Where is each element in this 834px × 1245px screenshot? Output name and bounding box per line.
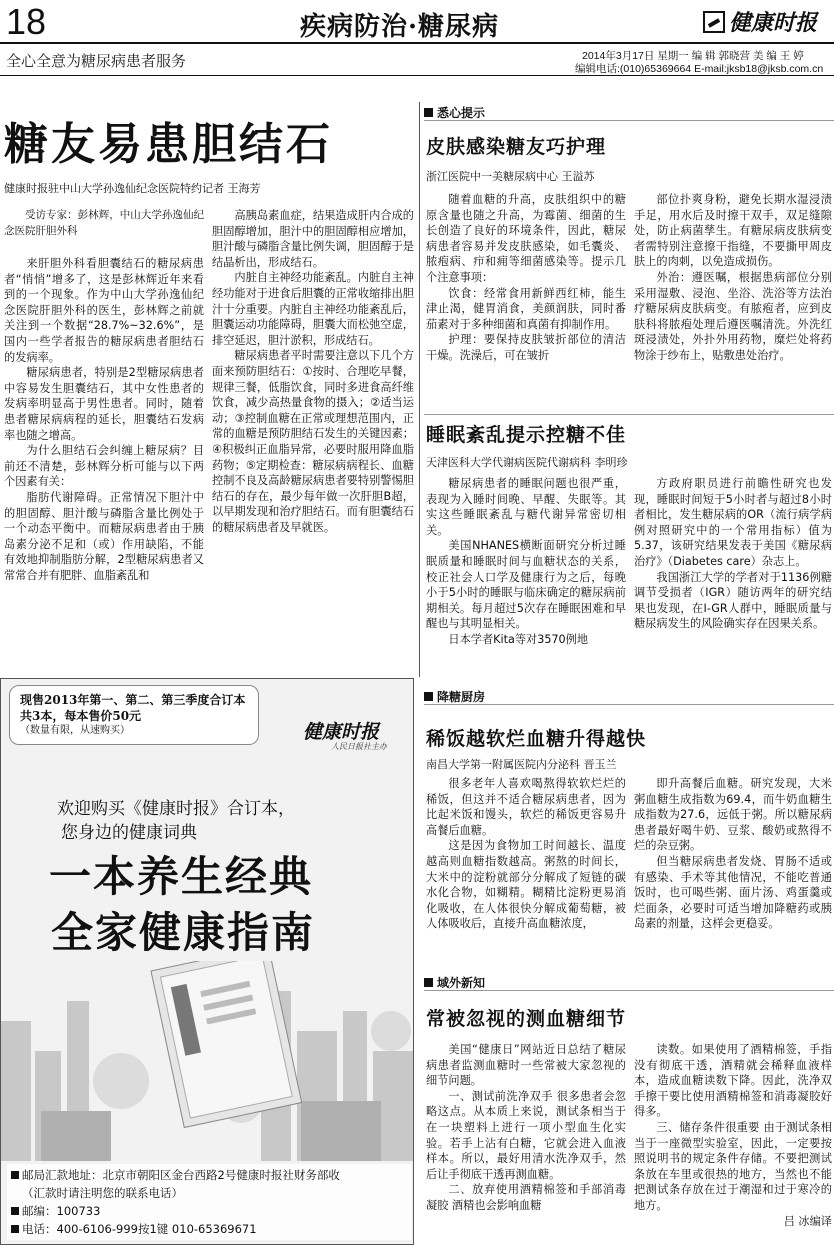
square-bullet-icon: [424, 978, 433, 987]
glucose-col1: 美国“健康日”网站近日总结了糖尿病患者监测血糖时一些常被大家忽视的细节问题。 一、测试前洗净双手 很多患者会忽略这点。从本质上来说，测试条相当于在一块塑料上进行一项小型血生化实验。若手上沾有白糖，它就会进入血液样本。所以，最好用清水洗净双手，然后让手彻底干透再测血糖。 二、放弃使用酒精棉签和手部消毒凝胶 酒精也会影响血糖: [426, 1043, 626, 1212]
page-slogan: 全心全意为糖尿病患者服务: [6, 53, 187, 70]
porridge-byline: 南昌大学第一附属医院内分泌科 晋玉兰: [426, 758, 617, 771]
porridge-title: 稀饭越软烂血糖升得越快: [426, 728, 647, 750]
section-label-tips: 悉心提示: [424, 104, 834, 121]
square-bullet-icon: [11, 1207, 19, 1215]
ad-sale-text: 现售2013年第一、第二、第三季度合订本共3本，每本售价50元: [20, 693, 246, 723]
newspaper-bundle-illustration: [151, 961, 302, 1128]
date-editors: 2014年3月17日 星期一 编 辑 郭晓营 美 编 王 婷: [582, 50, 804, 62]
divider: [424, 414, 834, 415]
section-label-kitchen: 降糖厨房: [424, 688, 834, 705]
lead-col1: 来肝胆外科看胆囊结石的糖尿病患者“悄悄”增多了，这是彭林辉近年来看到的一个现象。作为中山大学孙逸仙纪念医院肝胆外科的医生，彭林辉之前就关注到一个数据“28.7%~32.6%”，是国内一些学者报告的糖尿病患者胆结石的发病率。 糖尿病患者，特别是2型糖尿病患者中容易发生胆囊结石，其中女性患者的发病率明显高于男性患者。同时，随着患者糖尿病病程的延长，胆囊结石发病率也随之增高。 为什么胆结石会纠缠上糖尿病？目前还不清楚，彭林辉分析可能与以下两个因素有关： 脂肪代谢障碍。正常情况下胆汁中的胆固醇、胆汁酸与磷脂含量比例处于一个动态平衡中。而糖尿病患者由于胰岛素分泌不足和（或）作用缺陷，不能有效地抑制脂肪分解，2型糖尿病患者又常常合并有肥胖、血脂紊乱和: [4, 257, 204, 582]
skin-byline: 浙江医院中一美糖尿病中心 王溢苏: [426, 170, 595, 183]
city-skyline-illustration: [1, 961, 414, 1161]
header-rule: [0, 42, 834, 44]
glucose-col2: 读数。如果使用了酒精棉签，手指没有彻底干透，酒精就会稀释血液样本，造成血糖读数下降。因此，洗净双手擦干要比使用酒精棉签和消毒凝胶好得多。 三、储存条件很重要 由于测试条相当于一座微型实验室，因此，一定要按照说明书的规定条件存储。不要把测试条放在车里或很热的地方，当然也不能把测试条存放在过于潮湿和过于寒冷的地方。 吕 冰编译: [634, 1043, 832, 1228]
ad-logo-slogan: 人民日报社主办: [331, 742, 387, 751]
masthead-logo: [703, 6, 817, 37]
ad-sale-note: （数量有限，从速购买）: [20, 725, 130, 736]
logo-icon: [703, 11, 725, 33]
skin-title: 皮肤感染糖友巧护理: [426, 136, 607, 158]
skin-col1: 随着血糖的升高，皮肤组织中的糖原含量也随之升高，为霉菌、细菌的生长创造了良好的环境条件，因此，糖尿病患者容易并发皮肤感染，如毛囊炎、脓疱病、疖和痈等细菌感染等。提示几个注意事项： 饮食：经常食用新鲜西红柿，能生津止渴，健胃消食，美颜润肤，同时番茄素对于多种细菌和真菌有抑制作用。 护理：要保持皮肤皱折部位的清洁干燥。洗澡后，可在皱折: [426, 193, 626, 362]
square-bullet-icon: [11, 1225, 19, 1233]
porridge-col2: 即升高餐后血糖。研究发现，大米粥血糖生成指数为69.4，而牛奶血糖生成指数为27.6，远低于粥。所以糖尿病患者最好喝牛奶、豆浆、酸奶或熬得不烂的杂豆粥。 但当糖尿病患者发烧、胃肠不适或有感染、手术等其他情况，不能吃普通饭时，也可喝些粥、面片汤、鸡蛋羹或烂面条，必要时可适当增加降糖药或胰岛素的剂量，这样会更稳妥。: [634, 777, 832, 931]
lead-col2: 高胰岛素血症，结果造成肝内合成的胆固醇增加，胆汁中的胆固醇相应增加，胆汁酸与磷脂含量比例失调，胆固醇于是结晶析出，形成结石。 内脏自主神经功能紊乱。内脏自主神经功能对于进食后胆囊的正常收缩排出胆汁十分重要。内脏自主神经功能紊乱后，胆囊运动功能障碍，胆囊大而松弛空虚，排空延迟，胆汁淤积，形成结石。 糖尿病患者平时需要注意以下几个方面来预防胆结石：①按时、合理吃早餐，规律三餐，低脂饮食，同时多进食高纤维饮食，减少高热量食物的摄入；②适当运动；③控制血糖在正常或理想范围内，正常的血糖是预防胆结石发生的关键因素；④积极纠正血脂异常，必要时服用降血脂药物；⑤定期检查：糖尿病病程长、血糖控制不良及高龄糖尿病患者要特别警惕胆结石的存在，最少每年做一次肝胆B超，以早期发现和治疗胆结石。而有胆囊结石的糖尿病患者及早就医。: [212, 209, 414, 534]
sleep-title: 睡眠紊乱提示控糖不佳: [426, 424, 627, 446]
ad-contact-block: 邮局汇款地址：北京市朝阳区金台西路2号健康时报社财务部收 （汇款时请注明您的联系电话） 邮编：100733 电话：400-6106-999按1键 010-65369671: [7, 1164, 411, 1240]
sleep-col1: 糖尿病患者的睡眠问题也很严重，表现为入睡时间晚、早醒、失眠等。其实这些睡眠紊乱与糖代谢异常密切相关。 美国NHANES横断面研究分析过睡眠质量和睡眠时间与血糖状态的关系，校正社会人口学及健康行为之后，每晚小于5小时的睡眠与临床确定的糖尿病前期相关。每月超过5次存在睡眠困难和早醒也与其明显相关。 日本学者Kita等对3570例地: [426, 477, 626, 646]
lead-title: 糖友易患胆结石: [4, 119, 333, 170]
advertisement: [0, 678, 414, 1245]
square-bullet-icon: [424, 108, 433, 117]
sleep-byline: 天津医科大学代谢病医院代谢病科 李明珍: [426, 456, 628, 469]
logo-text: 健康时报: [729, 10, 818, 36]
skin-col2: 部位扑爽身粉，避免长期水湿浸渍手足，用水后及时擦干双手，双足缝隙处，防止病菌孳生。有糖尿病皮肤病变者需特别注意擦干指缝，不要撕甲周皮肤上的肉刺，以免造成损伤。 外治：遵医嘱，根据患病部位分别采用湿敷、浸泡、坐浴、洗浴等方法治疗糖尿病皮肤病变。有脓疱者，应到皮肤科将脓疱处理后遵医嘱清洗。外洗红斑浸渍处，外扑外用药物，糜烂处将药物涂于纱布上，贴敷患处治疗。: [634, 193, 832, 362]
lead-expert: 受访专家：彭林辉，中山大学孙逸仙纪念医院肝胆外科: [4, 209, 204, 237]
column-divider: [419, 102, 420, 677]
ad-welcome: 欢迎购买《健康时报》合订本， 您身边的健康词典: [57, 799, 295, 843]
section-title: 疾病防治·糖尿病: [300, 12, 500, 42]
ad-sale-bubble: [9, 685, 259, 745]
porridge-col1: 很多老年人喜欢喝熬得软软烂烂的稀饭，但这并不适合糖尿病患者，因为比起米饭和馒头，软烂的稀饭更容易升高餐后血糖。 这是因为食物加工时间越长、温度越高则血糖指数越高。粥熬的时间长，大米中的淀粉就部分分解成了短链的碳水化合物，如糊精。糊精比淀粉更易消化吸收，在人体很快分解成葡萄糖，被人体吸收后，直接升高血糖浓度，: [426, 777, 626, 931]
sleep-col2: 方政府职员进行前瞻性研究也发现，睡眠时间短于5小时者与超过8小时者相比，发生糖尿病的OR（流行病学病例对照研究中的一个常用指标）值为5.37，该研究结果发表于美国《糖尿病治疗》（Diabetes care）杂志上。 我国浙江大学的学者对于1136例糖调节受损者（IGR）随访两年的研究结果也发现，在I-GR人群中，睡眠质量与糖尿病发生的风险确实存在因果关系。: [634, 477, 832, 631]
section-label-abroad: 域外新知: [424, 974, 834, 991]
ad-headline: 一本养生经典 全家健康指南: [49, 852, 316, 957]
editor-contact: 编辑电话:(010)65369664 E-mail:jksb18@jksb.com.cn: [575, 63, 824, 75]
square-bullet-icon: [424, 692, 433, 701]
lead-byline: 健康时报驻中山大学孙逸仙纪念医院特约记者 王海芳: [4, 182, 261, 195]
glucose-title: 常被忽视的测血糖细节: [426, 1008, 627, 1030]
page-number: 18: [6, 1, 47, 42]
subheader-rule: [0, 75, 834, 76]
square-bullet-icon: [11, 1171, 19, 1179]
ad-logo: 健康时报: [303, 721, 380, 743]
